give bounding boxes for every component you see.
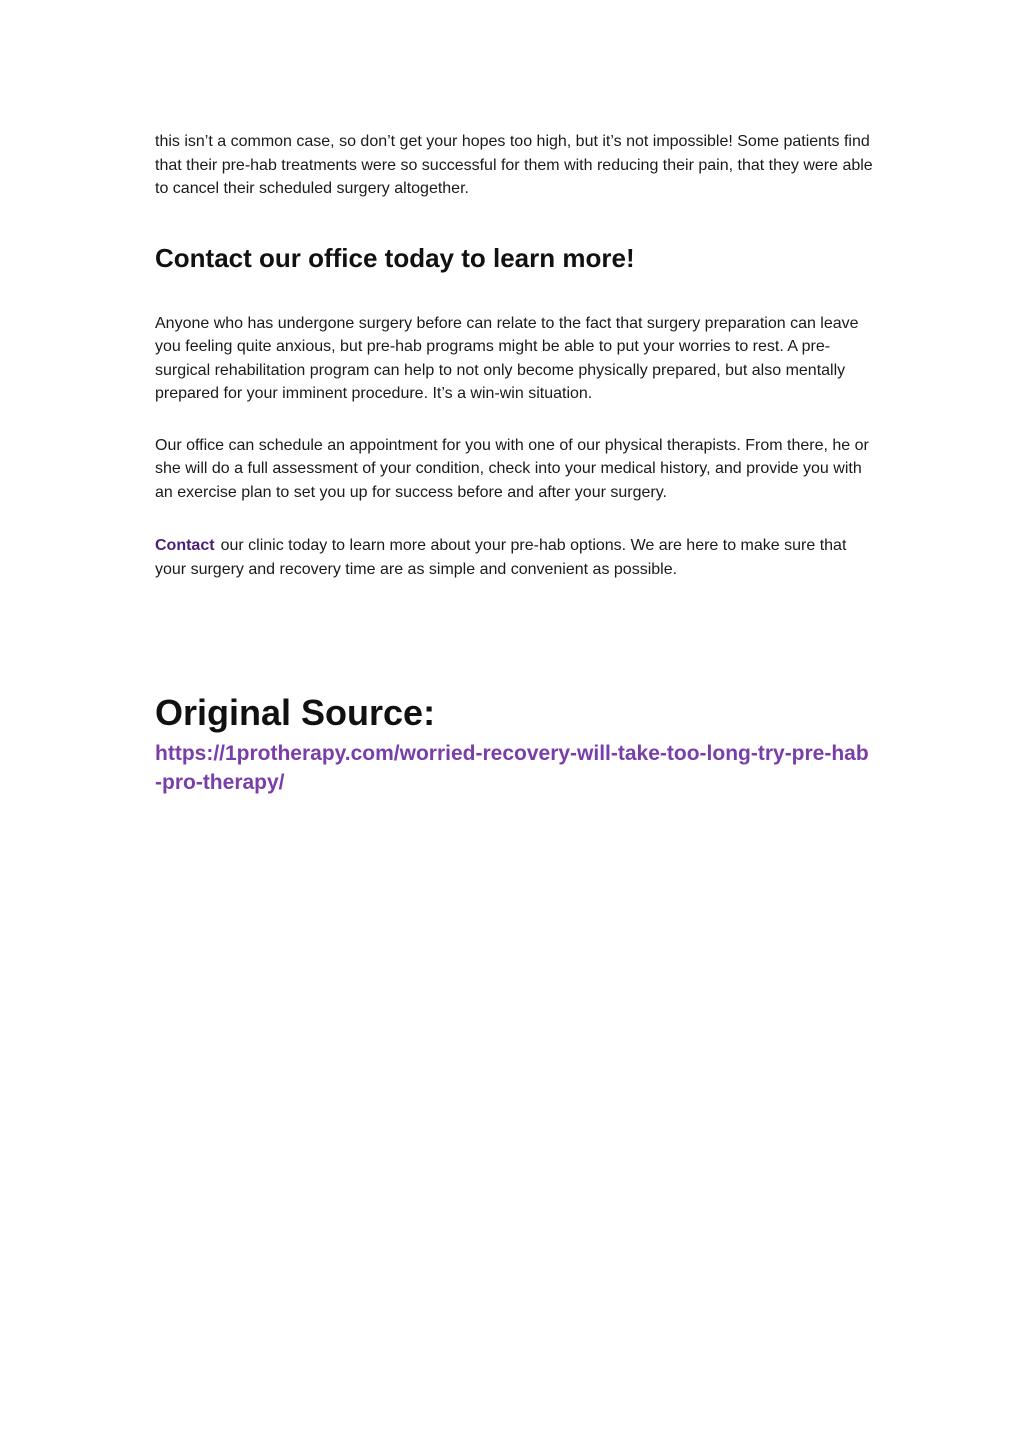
paragraph-appointment: Our office can schedule an appointment for you with one of our physical therapists. From there, he or she will do a full assessment of your condition, check into your medical history, and provide you with an exercise plan to set you up for success before and after your surgery. <box>155 436 869 501</box>
original-source-link[interactable]: https://1protherapy.com/worried-recovery-will-take-too-long-try-pre-hab-pro-therapy/ <box>155 742 869 794</box>
paragraph-anxiety: Anyone who has undergone surgery before can relate to the fact that surgery preparation can leave you feeling quite anxious, but pre-hab programs might be able to put your worries to rest. A pre-surgical rehabilitation program can help to not only become physically prepared, but also mentally prepared for your imminent procedure. It’s a win-win situation. <box>155 314 859 402</box>
paragraph-contact <box>155 534 875 581</box>
contact-link[interactable]: Contact <box>155 537 215 554</box>
section-heading: Contact our office today to learn more! <box>155 242 635 273</box>
intro-paragraph: this isn’t a common case, so don’t get your hopes too high, but it’s not impossible! Some patients find that their pre-hab treatments were so successful for them with reducing their pain, that they were able to cancel their scheduled surgery altogether. <box>155 133 873 197</box>
contact-paragraph-text: our clinic today to learn more about your pre-hab options. We are here to make sure that your surgery and recovery time are as simple and convenient as possible. <box>155 537 847 578</box>
original-source-title: Original Source: <box>155 692 436 733</box>
document-page <box>155 130 875 797</box>
original-source-block <box>155 693 875 797</box>
